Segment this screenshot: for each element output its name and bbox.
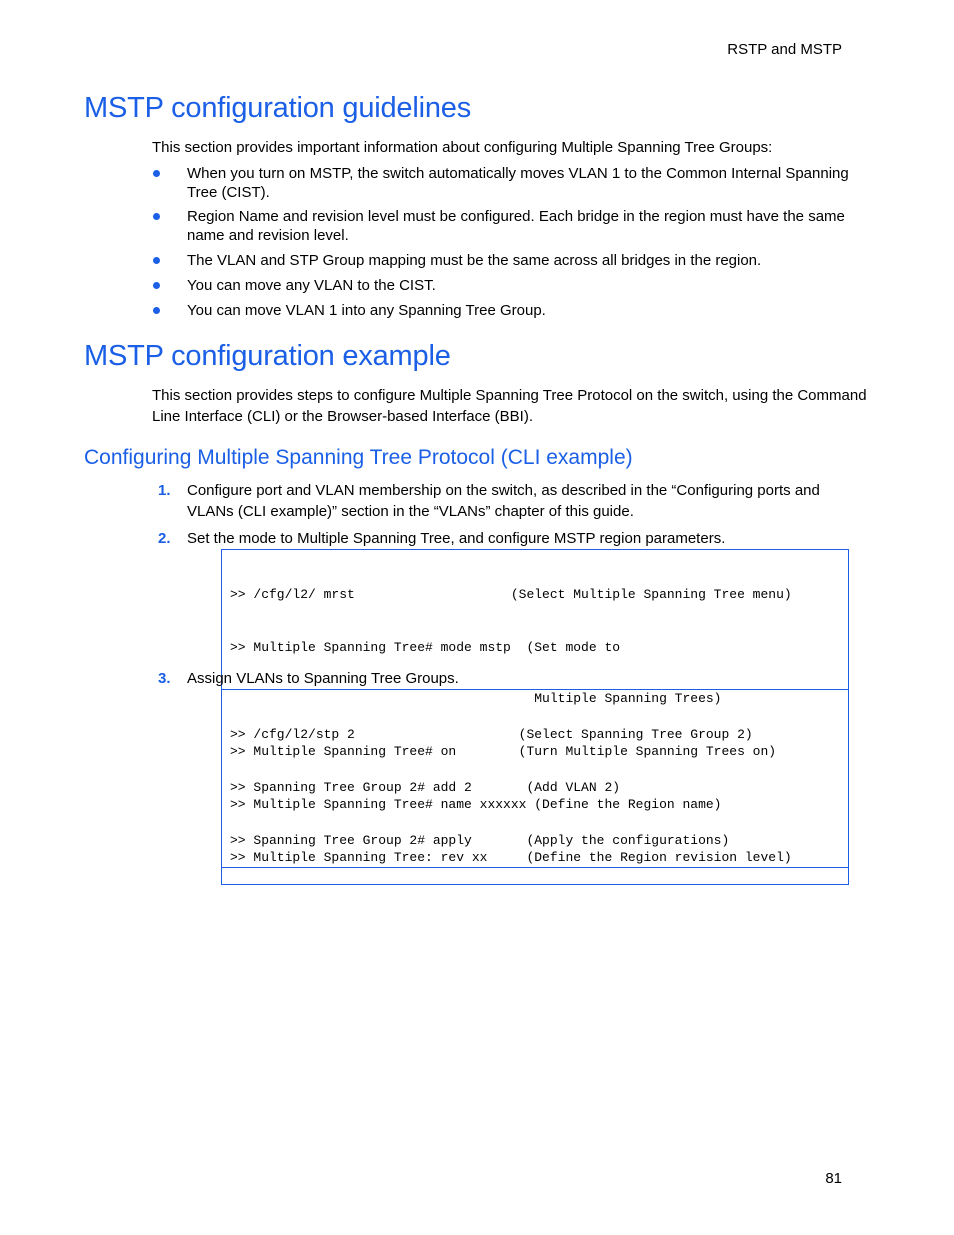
code-line: >> Spanning Tree Group 2# apply (Apply the configurations) [230,833,730,848]
step-number: 2. [158,530,171,547]
bullet-icon [153,213,160,220]
step-2 [152,528,867,549]
bullet-icon [153,282,160,289]
bullet-icon [153,257,160,264]
code-line: >> Multiple Spanning Tree# name xxxxxx (Define the Region name) [230,797,722,812]
running-header: RSTP and MSTP [727,41,842,58]
guidelines-bullet-list [152,164,867,320]
step-text: Configure port and VLAN membership on the switch, as described in the “Configuring ports and VLANs (CLI example)” section in the “VLANs” chapter of this guide. [187,482,820,520]
step-1 [152,480,867,522]
bullet-icon [153,307,160,314]
bullet-item: Region Name and revision level must be configured. Each bridge in the region must have the same name and revision level. [152,207,867,245]
bullet-item: You can move VLAN 1 into any Spanning Tree Group. [152,301,867,320]
guidelines-intro: This section provides important information about configuring Multiple Spanning Tree Groups: [152,139,773,156]
code-line: Multiple Spanning Trees) [230,691,722,706]
cli-code-block-stg [221,689,849,868]
bullet-item: When you turn on MSTP, the switch automatically moves VLAN 1 to the Common Internal Spanning Tree (CIST). [152,164,867,202]
code-line: >> /cfg/l2/stp 2 (Select Spanning Tree Group 2) [230,727,753,742]
subsection-title-cli-example: Configuring Multiple Spanning Tree Protocol (CLI example) [84,446,633,469]
page-number: 81 [825,1170,842,1187]
code-line: >> /cfg/l2/ mrst (Select Multiple Spanning Tree menu) [230,587,792,602]
step-text: Assign VLANs to Spanning Tree Groups. [187,670,459,687]
bullet-item: The VLAN and STP Group mapping must be the same across all bridges in the region. [152,251,867,270]
step-3 [152,668,867,689]
section-title-guidelines: MSTP configuration guidelines [84,92,472,124]
bullet-icon [153,170,160,177]
bullet-item: You can move any VLAN to the CIST. [152,276,867,295]
code-line: >> Multiple Spanning Tree# mode mstp (Set mode to [230,640,621,655]
step-number: 3. [158,670,171,687]
step-number: 1. [158,482,171,499]
step-text: Set the mode to Multiple Spanning Tree, and configure MSTP region parameters. [187,530,726,547]
code-line: >> Spanning Tree Group 2# add 2 (Add VLAN 2) [230,780,621,795]
code-line: >> Multiple Spanning Tree# on (Turn Multiple Spanning Trees on) [230,744,777,759]
section-title-example: MSTP configuration example [84,340,451,372]
code-line: >> Multiple Spanning Tree: rev xx (Define the Region revision level) [230,850,792,865]
example-intro: This section provides steps to configure Multiple Spanning Tree Protocol on the switch, using the Command Line Interface (CLI) or the Browser-based Interface (BBI). [152,387,867,425]
